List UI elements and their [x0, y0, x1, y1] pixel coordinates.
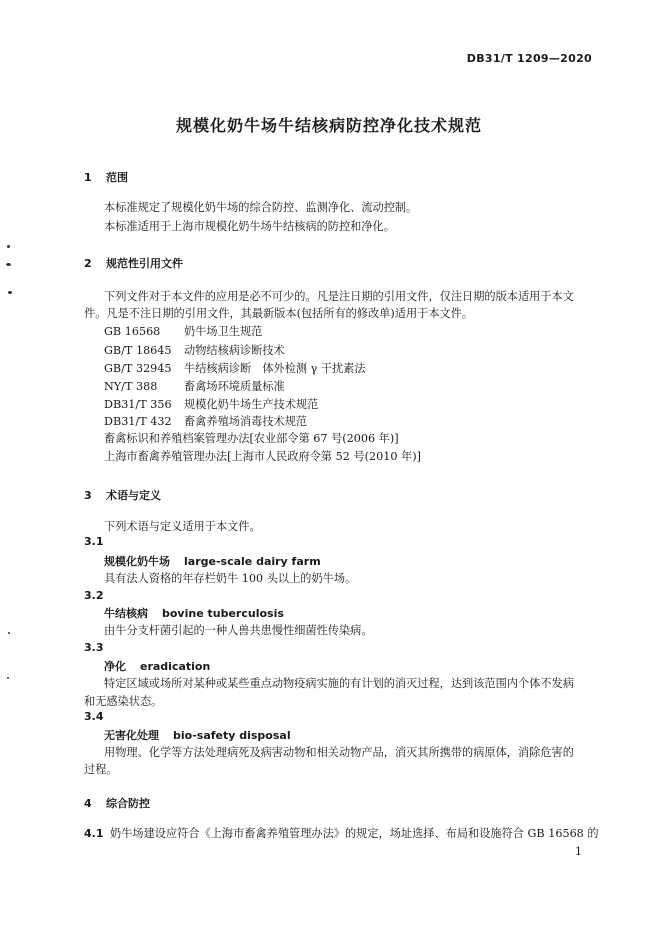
- reference-title: 动物结核病诊断技术: [184, 344, 285, 357]
- term-definition: 由牛分支杆菌引起的一种人兽共患慢性细菌性传染病。: [104, 624, 373, 637]
- reference-item: [104, 342, 285, 359]
- section-number: 1: [84, 171, 92, 184]
- term-zh: 牛结核病: [104, 607, 148, 620]
- paragraph: 本标准适用于上海市规模化奶牛场牛结核病的防控和净化。: [104, 220, 395, 233]
- term-number: 3.1: [84, 535, 104, 548]
- term-definition: 用物理、化学等方法处理病死及病害动物和相关动物产品，消灭其所携带的病原体，消除危害的: [104, 746, 574, 759]
- clause-text: 奶牛场建设应符合《上海市畜禽养殖管理办法》的规定，场址选择、布局和设施符合 GB 16568 的: [110, 827, 599, 840]
- clause-number: 4.1: [84, 827, 104, 840]
- term-definition-cont: 过程。: [84, 763, 118, 776]
- term-en: bio-safety disposal: [173, 729, 291, 742]
- reference-item: 畜禽标识和养殖档案管理办法[农业部令第 67 号(2006 年)]: [104, 432, 399, 445]
- reference-item: [104, 360, 366, 377]
- paragraph: 下列术语与定义适用于本文件。: [104, 520, 261, 533]
- term-zh: 规模化奶牛场: [104, 555, 170, 568]
- standard-number: DB31/T 1209—2020: [466, 52, 592, 65]
- page-number: 1: [575, 845, 582, 858]
- scan-speck: [7, 677, 9, 679]
- reference-title: 奶牛场卫生规范: [184, 325, 263, 338]
- term-number: 3.3: [84, 641, 104, 654]
- section-number: 2: [84, 257, 92, 270]
- term-heading: [104, 727, 291, 743]
- paragraph-line: 下列文件对于本文件的应用是必不可少的。凡是注日期的引用文件，仅注日期的版本适用于本文: [104, 290, 574, 303]
- section-2-heading: [84, 255, 183, 271]
- section-title: 规范性引用文件: [106, 257, 183, 270]
- term-definition: 具有法人资格的年存栏奶牛 100 头以上的奶牛场。: [104, 572, 357, 585]
- term-number: 3.2: [84, 589, 104, 602]
- reference-item: 上海市畜禽养殖管理办法[上海市人民政府令第 52 号(2010 年)]: [104, 450, 421, 463]
- section-title: 术语与定义: [106, 489, 161, 502]
- term-zh: 净化: [104, 660, 126, 673]
- reference-code: GB/T 32945: [104, 362, 172, 375]
- clause: [84, 825, 599, 842]
- document-title: 规模化奶牛场牛结核病防控净化技术规范: [175, 116, 482, 135]
- reference-title: 畜禽养殖场消毒技术规范: [184, 415, 308, 428]
- reference-item: [104, 396, 318, 413]
- reference-title: 畜禽场环境质量标准: [184, 380, 285, 393]
- section-title: 综合防控: [106, 797, 150, 810]
- paragraph-line: 件。凡是不注日期的引用文件，其最新版本(包括所有的修改单)适用于本文件。: [84, 307, 474, 320]
- section-number: 3: [84, 489, 92, 502]
- reference-code: DB31/T 356: [104, 398, 172, 411]
- term-number: 3.4: [84, 710, 104, 723]
- reference-item: [104, 413, 307, 430]
- term-en: eradication: [140, 660, 211, 673]
- reference-item: [104, 378, 285, 395]
- term-heading: [104, 553, 321, 569]
- section-4-heading: [84, 795, 150, 811]
- term-en: bovine tuberculosis: [162, 607, 284, 620]
- term-en: large-scale dairy farm: [184, 555, 321, 568]
- term-definition: 特定区域或场所对某种或某些重点动物疫病实施的有计划的消灭过程，达到该范围内个体不发病: [104, 677, 574, 690]
- reference-code: NY/T 388: [104, 380, 158, 393]
- section-1-heading: [84, 169, 128, 185]
- paragraph: 本标准规定了规模化奶牛场的综合防控、监测净化、流动控制。: [104, 201, 418, 214]
- scan-speck: [8, 291, 12, 294]
- section-number: 4: [84, 797, 92, 810]
- term-zh: 无害化处理: [104, 729, 159, 742]
- term-definition-cont: 和无感染状态。: [84, 695, 163, 708]
- reference-item: [104, 323, 262, 340]
- reference-code: GB/T 18645: [104, 344, 172, 357]
- section-3-heading: [84, 487, 161, 503]
- scan-speck: [7, 245, 10, 248]
- reference-title: 牛结核病诊断 体外检测 γ 干扰素法: [184, 362, 366, 375]
- scan-speck: [6, 263, 11, 266]
- reference-title: 规模化奶牛场生产技术规范: [184, 398, 319, 411]
- term-heading: [104, 605, 284, 621]
- reference-code: DB31/T 432: [104, 415, 172, 428]
- section-title: 范围: [106, 171, 128, 184]
- term-heading: [104, 658, 210, 674]
- scan-speck: [8, 632, 10, 634]
- reference-code: GB 16568: [104, 325, 161, 338]
